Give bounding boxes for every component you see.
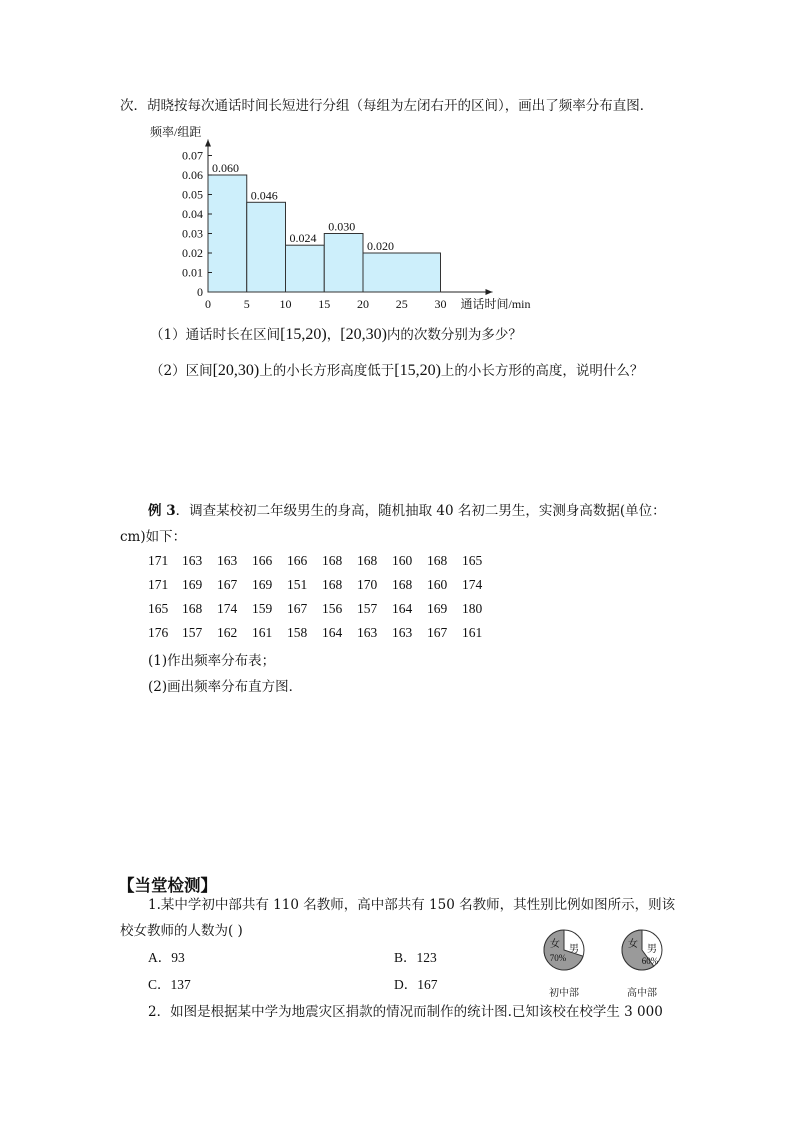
option-c[interactable]: C．137 — [148, 977, 191, 992]
pie-percent-label: 60% — [641, 956, 659, 966]
x-tick-label: 30 — [434, 297, 447, 311]
section-title: 【当堂检测】 — [118, 876, 217, 895]
height-value: 160 — [427, 577, 448, 592]
bar-value-label: 0.024 — [289, 231, 317, 246]
intro-text: 次．胡晓按每次通话时间长短进行分组（每组为左闭右开的区间），画出了频率分布直图． — [120, 98, 654, 114]
height-value: 151 — [287, 577, 308, 592]
height-value: 174 — [462, 577, 483, 592]
x-axis-title: 通话时间/min — [460, 297, 531, 311]
height-value: 165 — [462, 553, 483, 568]
height-value: 166 — [287, 553, 308, 568]
example-3-line2: cm)如下： — [120, 529, 187, 545]
example-3-task-2: (2)画出频率分布直方图． — [148, 679, 303, 695]
question-2 — [150, 361, 643, 381]
height-value: 157 — [357, 601, 378, 616]
x-tick-label: 25 — [395, 297, 408, 311]
q1-suffix: 内的次数分别为多少？ — [386, 327, 522, 343]
q2-middle: 上的小长方形高度低于 — [259, 363, 395, 379]
gender-pie-charts — [540, 924, 680, 1000]
option-a[interactable]: A．93 — [148, 950, 185, 965]
height-value: 167 — [287, 601, 308, 616]
height-value: 157 — [182, 625, 203, 640]
y-tick-label: 0.01 — [182, 265, 203, 280]
x-tick-label: 15 — [318, 297, 331, 311]
q1-prefix: （1）通话时长在区间 — [150, 327, 281, 343]
option-d[interactable]: D．167 — [394, 977, 438, 992]
problem-2-text: 2．如图是根据某中学为地震灾区捐款的情况而制作的统计图.已知该校在校学生 3 000 — [148, 1004, 663, 1020]
histogram-bar — [208, 175, 247, 292]
example-3-line1 — [148, 501, 666, 521]
y-tick-label: 0.05 — [182, 187, 203, 202]
example-3-task-1: (1)作出频率分布表； — [148, 653, 276, 669]
example-3-text: ．调查某校初二年级男生的身高，随机抽取 40 名初二男生，实测身高数据(单位： — [175, 503, 666, 519]
height-value: 168 — [357, 553, 378, 568]
pie-male-label: 男 — [569, 944, 579, 955]
height-value: 168 — [322, 577, 343, 592]
height-data-row — [148, 601, 508, 623]
height-value: 160 — [392, 553, 413, 568]
pie-caption: 初中部 — [549, 988, 579, 999]
y-axis-arrow — [205, 140, 211, 147]
y-tick-label: 0.03 — [182, 226, 203, 241]
histogram-bar — [324, 234, 363, 293]
height-value: 163 — [392, 625, 413, 640]
height-value: 174 — [217, 601, 238, 616]
pie-female-label: 女 — [550, 939, 560, 950]
height-value: 168 — [392, 577, 413, 592]
q2-prefix: （2）区间 — [150, 363, 213, 379]
q2-suffix: 上的小长方形的高度，说明什么？ — [440, 363, 644, 379]
height-value: 169 — [427, 601, 448, 616]
histogram-bar — [363, 253, 441, 292]
y-tick-label: 0.06 — [182, 168, 203, 182]
x-axis-arrow — [486, 289, 493, 295]
height-value: 164 — [392, 601, 413, 616]
y-tick-label: 0 — [197, 285, 203, 299]
bar-value-label: 0.030 — [328, 219, 356, 234]
q1-interval-a: [15,20) — [280, 326, 327, 343]
y-tick-label: 0.07 — [182, 148, 203, 163]
x-tick-label: 10 — [279, 297, 292, 311]
height-data-row — [148, 553, 508, 575]
height-value: 162 — [217, 625, 238, 640]
height-value: 170 — [357, 577, 378, 592]
x-tick-label: 0 — [205, 297, 211, 311]
height-value: 167 — [217, 577, 238, 592]
height-value: 176 — [148, 625, 169, 640]
height-value: 171 — [148, 577, 169, 592]
histogram-bar — [286, 245, 325, 292]
height-value: 164 — [322, 625, 343, 640]
height-value: 163 — [357, 625, 378, 640]
pie-female-label: 女 — [628, 939, 638, 950]
height-data-row — [148, 577, 508, 599]
height-value: 161 — [462, 625, 483, 640]
q1-interval-b: [20,30) — [340, 326, 387, 343]
x-tick-label: 20 — [357, 297, 369, 311]
height-data-row — [148, 625, 508, 647]
bar-value-label: 0.046 — [250, 188, 278, 203]
y-tick-label: 0.02 — [182, 246, 203, 260]
height-value: 180 — [462, 601, 483, 616]
height-value: 168 — [322, 553, 343, 568]
height-value: 168 — [182, 601, 203, 616]
q1-sep: ， — [326, 327, 341, 343]
q2-interval-a: [20,30) — [212, 362, 260, 379]
height-value: 167 — [427, 625, 448, 640]
height-value: 158 — [287, 625, 308, 640]
height-value: 166 — [252, 553, 273, 568]
height-value: 169 — [252, 577, 273, 592]
height-value: 169 — [182, 577, 203, 592]
frequency-histogram — [140, 122, 560, 317]
pie-male-label: 男 — [647, 944, 657, 955]
option-b[interactable]: B．123 — [394, 950, 437, 965]
problem-1-line1: 1.某中学初中部共有 110 名教师，高中部共有 150 名教师，其性别比例如图所示，则该 — [148, 897, 676, 913]
histogram-bar — [247, 202, 286, 292]
x-tick-label: 5 — [243, 297, 250, 311]
bar-value-label: 0.060 — [212, 161, 239, 175]
height-value: 159 — [252, 601, 273, 616]
height-value: 161 — [252, 625, 273, 640]
q2-interval-b: [15,20) — [394, 362, 441, 379]
height-value: 171 — [148, 553, 169, 568]
height-value: 168 — [427, 553, 448, 568]
bar-value-label: 0.020 — [367, 239, 394, 253]
problem-1-line2: 校女教师的人数为( ) — [120, 923, 243, 939]
height-value: 163 — [217, 553, 238, 568]
y-axis-title: 频率/组距 — [150, 125, 202, 139]
height-value: 156 — [322, 601, 343, 616]
question-1 — [150, 325, 522, 345]
pie-caption: 高中部 — [627, 988, 657, 999]
example-3-label: 例 3 — [148, 503, 176, 519]
height-value: 165 — [148, 601, 169, 616]
height-value: 163 — [182, 553, 203, 568]
y-tick-label: 0.04 — [182, 207, 203, 221]
pie-percent-label: 70% — [549, 953, 567, 963]
